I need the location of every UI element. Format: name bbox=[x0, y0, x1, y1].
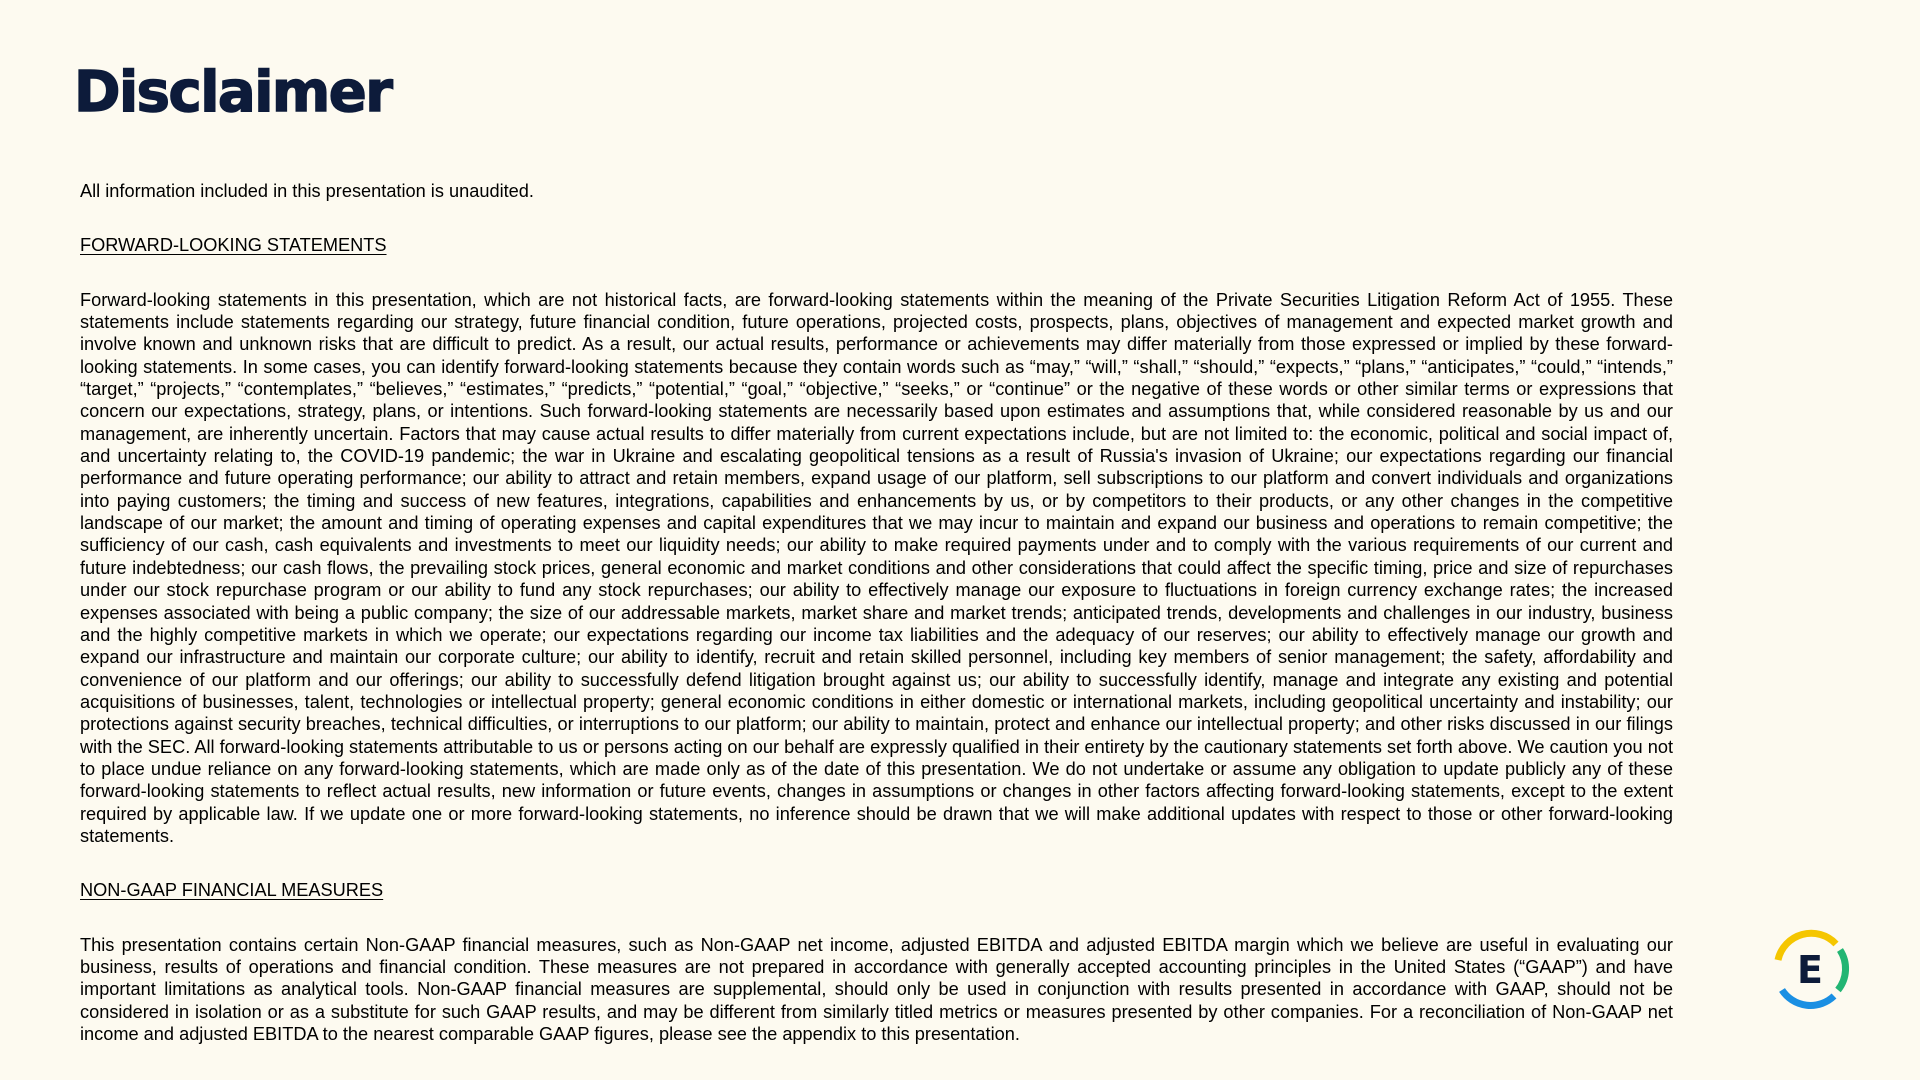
forward-looking-heading: FORWARD-LOOKING STATEMENTS bbox=[80, 235, 387, 256]
company-logo bbox=[1768, 928, 1852, 1012]
disclaimer-content bbox=[80, 180, 1673, 1045]
intro-text: All information included in this presentation is unaudited. bbox=[80, 181, 534, 201]
page-title: Disclaimer bbox=[74, 60, 392, 125]
logo-letter: E bbox=[1797, 948, 1823, 992]
non-gaap-heading: NON-GAAP FINANCIAL MEASURES bbox=[80, 880, 384, 901]
logo-ring-green bbox=[1838, 950, 1846, 990]
non-gaap-body: This presentation contains certain Non-GAAP financial measures, such as Non-GAAP net income, adjusted EBITDA and adjusted EBITDA margin which we believe are useful in evaluating our business, results of operations and financial condition. These measures are not prepared in accordance with generally accepted accounting principles in the United States (“GAAP”) and have important limitations as analytical tools. Non-GAAP financial measures are supplemental, should only be used in conjunction with results presented in accordance with GAAP, should not be considered in isolation or as a substitute for such GAAP results, and may be different from similarly titled metrics or measures presented by other companies. For a reconciliation of Non-GAAP net income and adjusted EBITDA to the nearest comparable GAAP figures, please see the appendix to this presentation. bbox=[80, 934, 1673, 1044]
logo-ring-blue bbox=[1782, 990, 1834, 1005]
forward-looking-body: Forward-looking statements in this presentation, which are not historical facts, are forward-looking statements within the meaning of the Private Securities Litigation Reform Act of 1955. These statements include statements regarding our strategy, future financial condition, future operations, projected costs, prospects, plans, objectives of management and expected market growth and involve known and unknown risks that are difficult to predict. As a result, our actual results, performance or achievements may differ materially from those expressed or implied by these forward-looking statements. In some cases, you can identify forward-looking statements because they contain words such as “may,” “will,” “shall,” “should,” “expects,” “plans,” “anticipates,” “could,” “intends,” “target,” “projects,” “contemplates,” “believes,” “estimates,” “predicts,” “potential,” “goal,” “objective,” “seeks,” or “continue” or the negative of these words or other similar terms or expressions that concern our expectations, strategy, plans, or intentions. Such forward-looking statements are necessarily based upon estimates and assumptions that, while considered reasonable by us and our management, are inherently uncertain. Factors that may cause actual results to differ materially from current expectations include, but are not limited to: the economic, political and social impact of, and uncertainty relating to, the COVID-19 pandemic; the war in Ukraine and escalating geopolitical tensions as a result of Russia's invasion of Ukraine; our expectations regarding our financial performance and future operating performance; our ability to attract and retain members, expand usage of our platform, sell subscriptions to our platform and convert individuals and organizations into paying customers; the timing and success of new features, integrations, capabilities and enhancements by us, or by competitors to their products, or any other changes in the competitive landscape of our market; the amount and timing of operating expenses and capital expenditures that we may incur to maintain and expand our business and operations to remain competitive; the sufficiency of our cash, cash equivalents and investments to meet our liquidity needs; our ability to make required payments under and to comply with the various requirements of our current and future indebtedness; our cash flows, the prevailing stock prices, general economic and market conditions and other considerations that could affect the specific timing, price and size of repurchases under our stock repurchase program or our ability to fund any stock repurchases; our ability to effectively manage our exposure to fluctuations in foreign currency exchange rates; the increased expenses associated with being a public company; the size of our addressable markets, market share and market trends; anticipated trends, developments and challenges in our industry, business and the highly competitive markets in which we operate; our expectations regarding our income tax liabilities and the adequacy of our reserves; our ability to effectively manage our growth and expand our infrastructure and maintain our corporate culture; our ability to identify, recruit and retain skilled personnel, including key members of senior management; the safety, affordability and convenience of our platform and our offerings; our ability to successfully defend litigation brought against us; our ability to successfully identify, manage and integrate any existing and potential acquisitions of businesses, talent, technologies or intellectual property; general economic conditions in either domestic or international markets, including geopolitical uncertainty and instability; our protections against security breaches, technical difficulties, or interruptions to our platform; our ability to maintain, protect and enhance our intellectual property; and other risks discussed in our filings with the SEC. All forward-looking statements attributable to us or persons acting on our behalf are expressly qualified in their entirety by the cautionary statements set forth above. We caution you not to place undue reliance on any forward-looking statements, which are made only as of the date of this presentation. We do not undertake or assume any obligation to update publicly any of these forward-looking statements to reflect actual results, new information or future events, changes in assumptions or changes in other factors affecting forward-looking statements, except to the extent required by applicable law. If we update one or more forward-looking statements, no inference should be drawn that we will make additional updates with respect to those or other forward-looking statements. bbox=[80, 289, 1673, 846]
